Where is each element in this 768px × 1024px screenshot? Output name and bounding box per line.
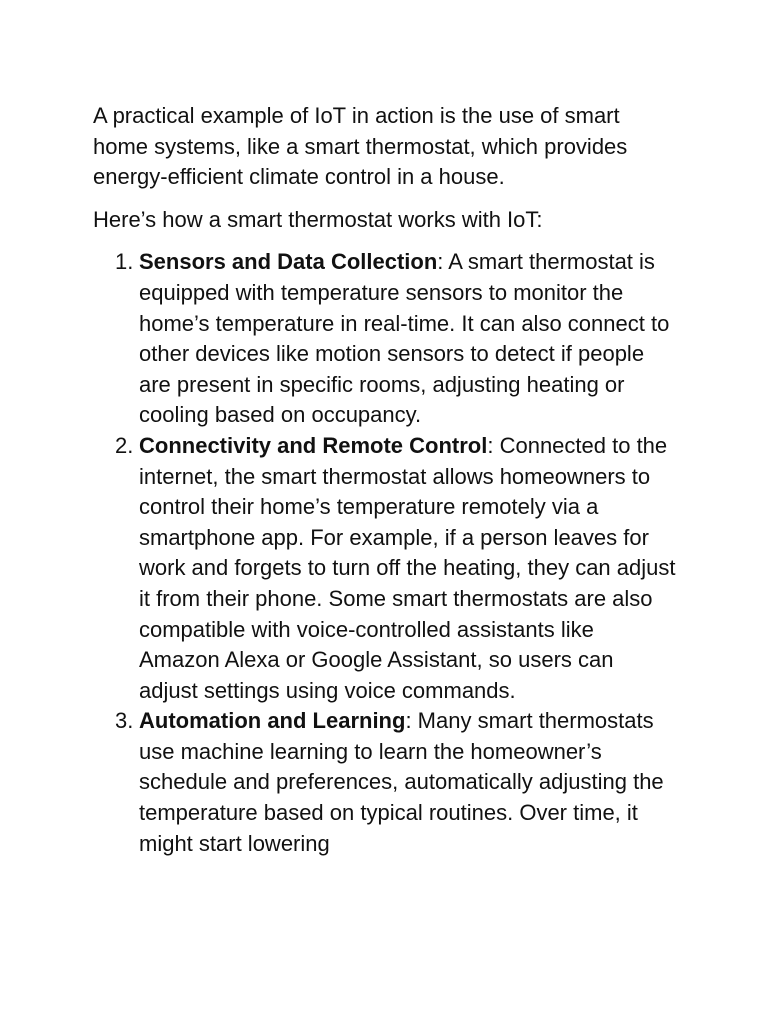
list-item-number: 3.: [115, 708, 134, 734]
list-item: [93, 247, 678, 431]
list-item-text: : Connected to the internet, the smart thermostat allows homeowners to control their home’s temperature remotely via a smartphone app. For example, if a person leaves for work and forgets to turn off the heating, they can adjust it from their phone. Some smart thermostats are also compatible with voice-controlled assistants like Amazon Alexa or Google Assistant, so users can adjust settings using voice commands.: [139, 432, 676, 703]
list-item: [93, 431, 678, 706]
list-item-term: Connectivity and Remote Control: [139, 432, 488, 458]
list-item-text: : Many smart thermostats use machine learning to learn the homeowner’s schedule and preferences, automatically adjusting the temperature based on typical routines. Over time, it might start lowering: [139, 708, 664, 856]
list-item-term: Automation and Learning: [139, 708, 406, 734]
list-item: [93, 706, 678, 859]
list-item-number: 1.: [115, 249, 134, 275]
list-item-body: [139, 706, 678, 859]
list-item-term: Sensors and Data Collection: [139, 249, 438, 275]
numbered-list: [93, 247, 678, 859]
lead-in-paragraph: Here’s how a smart thermostat works with IoT:: [93, 206, 543, 232]
intro-paragraph: A practical example of IoT in action is the use of smart home systems, like a smart thermostat, which provides energy-efficient climate control in a house.: [93, 103, 628, 190]
list-item-body: [139, 247, 678, 431]
list-item-text: : A smart thermostat is equipped with temperature sensors to monitor the home’s temperature in real-time. It can also connect to other devices like motion sensors to detect if people are present in specific rooms, adjusting heating or cooling based on occupancy.: [139, 249, 670, 428]
list-item-number: 2.: [115, 432, 134, 458]
list-item-body: [139, 431, 678, 706]
